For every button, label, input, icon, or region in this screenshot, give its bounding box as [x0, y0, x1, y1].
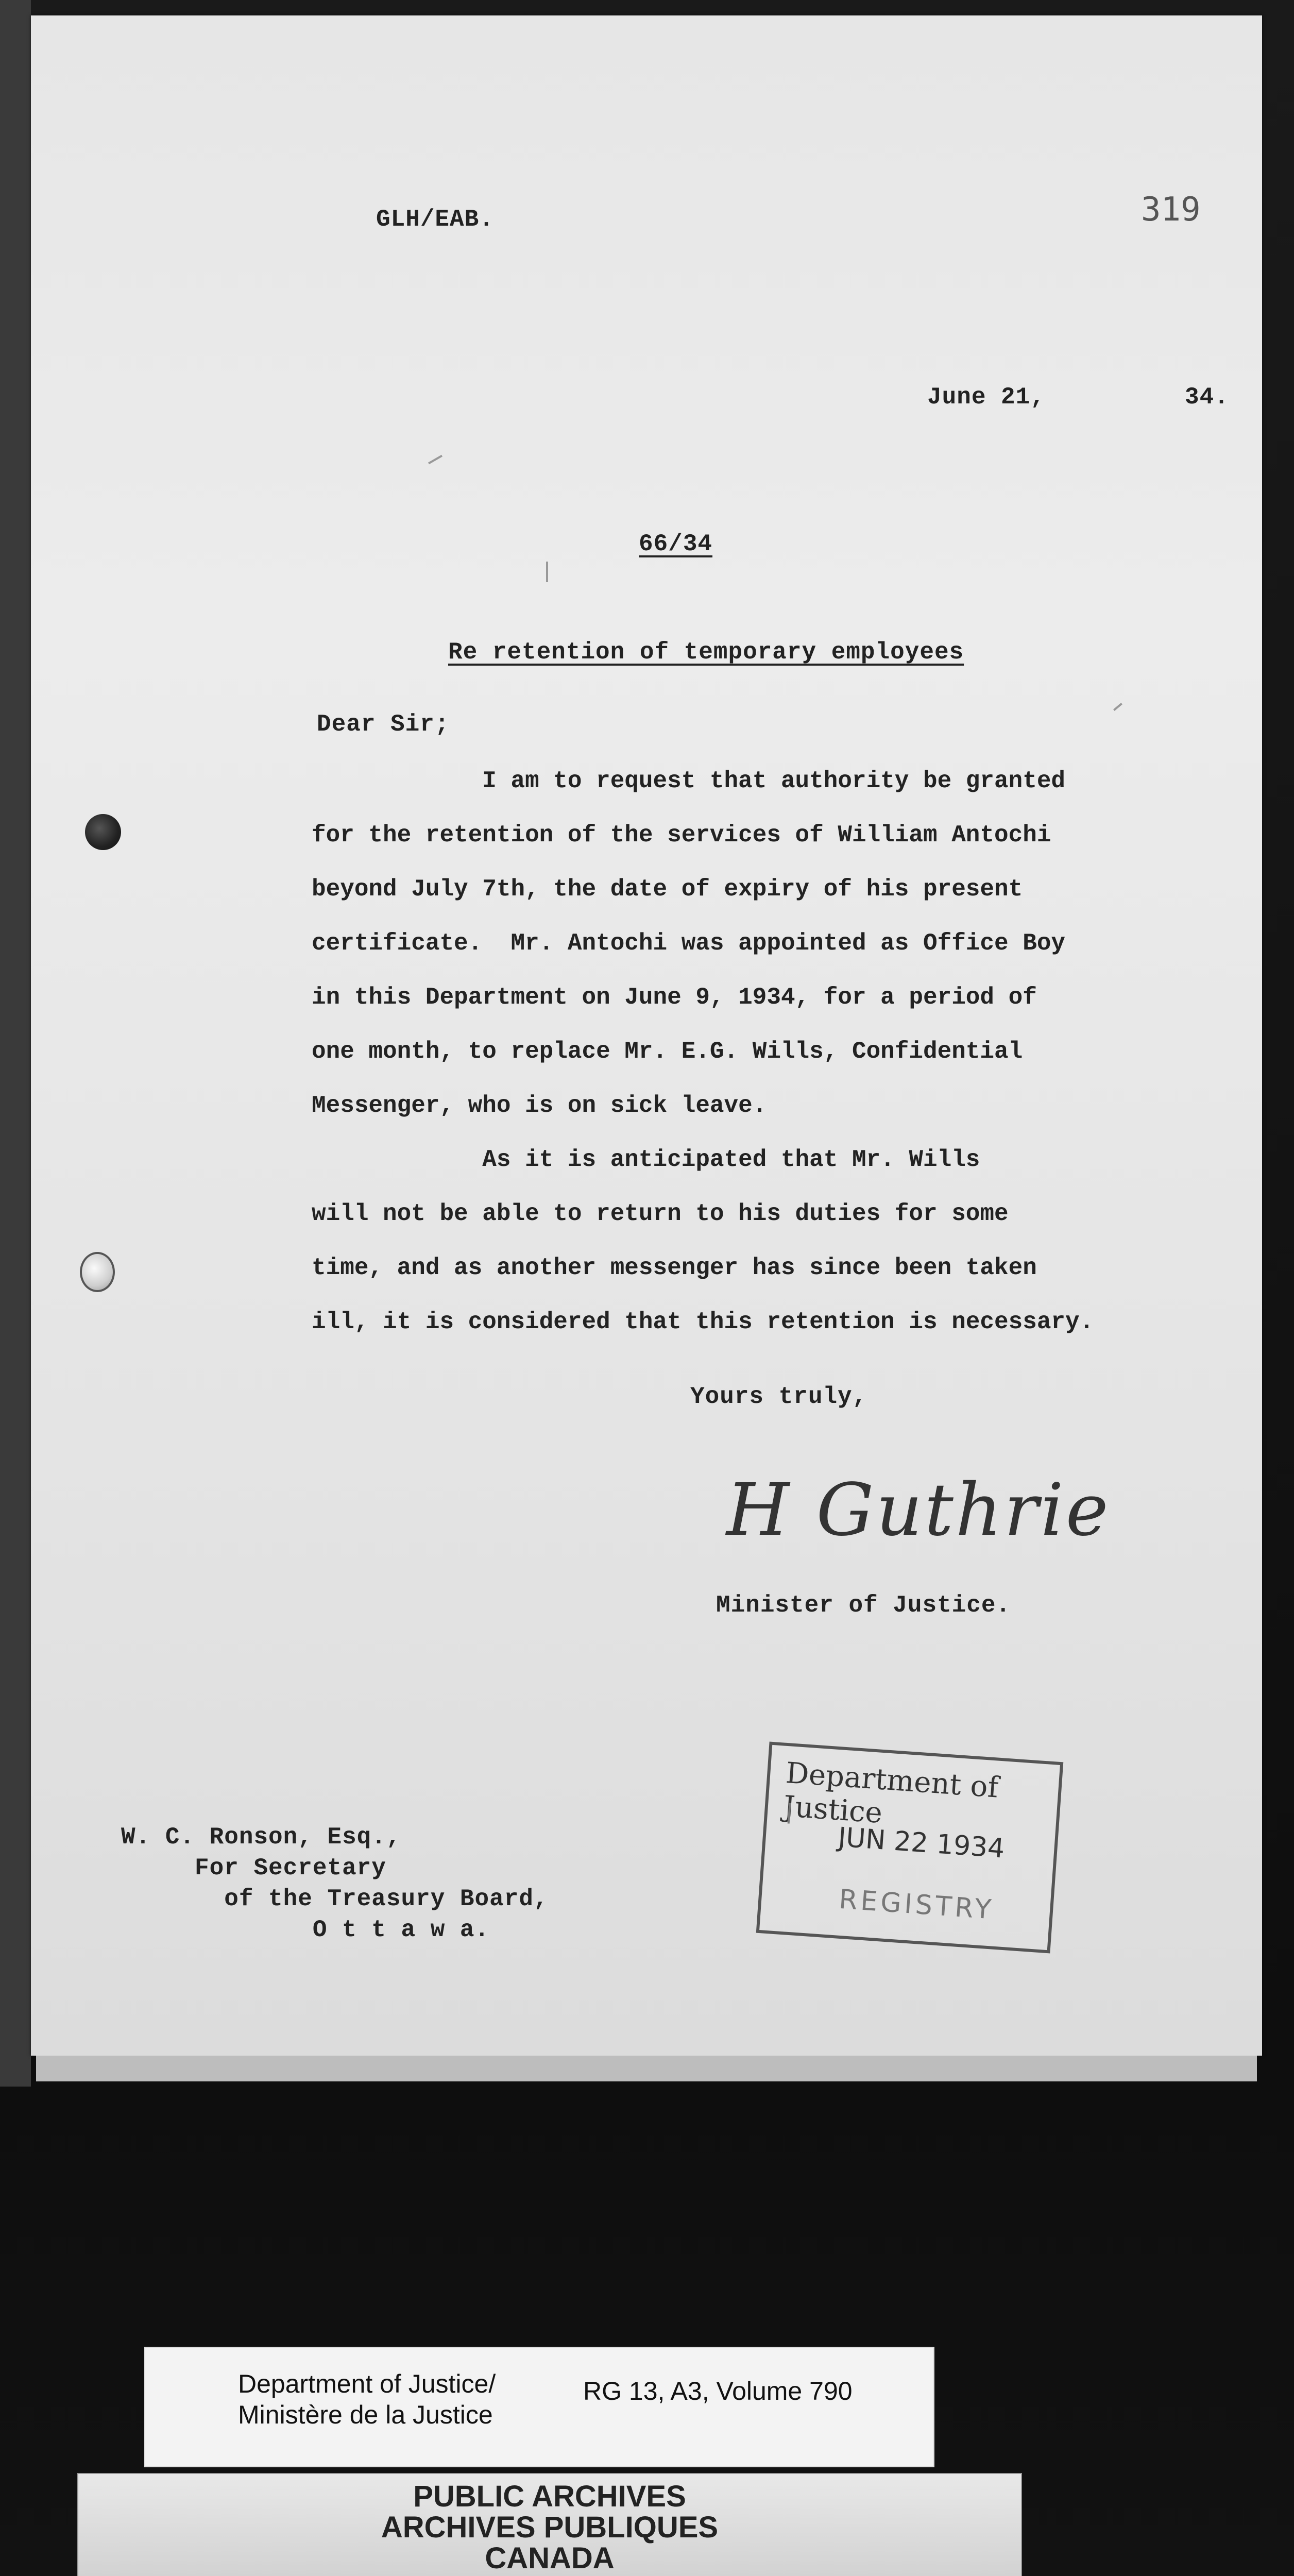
stamp-mark — [788, 1803, 812, 1825]
addressee-line: of the Treasury Board, — [121, 1886, 549, 1912]
paper-speck — [1113, 703, 1122, 711]
punch-hole-top — [85, 814, 121, 850]
paper-speck — [428, 455, 442, 464]
subject-line: Re retention of temporary employees — [448, 639, 964, 666]
body-line: time, and as another messenger has since been taken — [312, 1255, 1037, 1281]
archive-department-en: Department of Justice/ — [238, 2369, 496, 2398]
salutation: Dear Sir; — [317, 711, 450, 738]
reference-code: GLH/EAB. — [376, 206, 494, 233]
stamp-department: Department of Justice — [782, 1756, 1000, 1831]
archive-department — [238, 2368, 496, 2430]
signer-title: Minister of Justice. — [716, 1592, 1011, 1619]
closing: Yours truly, — [690, 1383, 867, 1410]
body-line: for the retention of the services of William Antochi — [312, 822, 1051, 849]
body-line: certificate. Mr. Antochi was appointed as Office Boy — [312, 930, 1066, 957]
page-number: 319 — [1141, 191, 1201, 229]
addressee-line: O t t a w a. — [121, 1917, 490, 1943]
body-line: one month, to replace Mr. E.G. Wills, Confidential — [312, 1038, 1023, 1065]
body-line: beyond July 7th, the date of expiry of his present — [312, 876, 1023, 903]
body-line: Messenger, who is on sick leave. — [312, 1092, 767, 1119]
banner-line: ARCHIVES PUBLIQUES — [381, 2511, 719, 2544]
file-number: 66/34 — [639, 531, 713, 557]
handwritten-signature: H Guthrie — [726, 1468, 1111, 1552]
film-left-strip — [0, 0, 31, 2087]
stamp-date: JUN 22 1934 — [837, 1822, 1006, 1865]
body-line: I am to request that authority be granted — [312, 768, 1066, 794]
banner-line: PUBLIC ARCHIVES — [413, 2480, 686, 2513]
paper-bottom-edge — [36, 2056, 1257, 2081]
punch-hole-bottom — [80, 1252, 115, 1292]
public-archives-banner — [77, 2473, 1022, 2576]
received-stamp — [756, 1742, 1064, 1954]
banner-line: CANADA — [485, 2541, 615, 2575]
letter-page — [31, 15, 1262, 2056]
stamp-registry: REGISTRY — [838, 1884, 995, 1926]
banner-text — [78, 2481, 1021, 2574]
archive-department-fr: Ministère de la Justice — [238, 2400, 493, 2429]
archive-reference: RG 13, A3, Volume 790 — [583, 2377, 853, 2405]
date-month-day: June 21, — [927, 384, 1045, 411]
paper-speck — [546, 562, 548, 582]
archive-reference-label — [144, 2347, 934, 2467]
body-line: ill, it is considered that this retention is necessary. — [312, 1309, 1094, 1335]
date-year: 34. — [1185, 384, 1229, 411]
addressee-line: For Secretary — [121, 1855, 386, 1882]
body-line: in this Department on June 9, 1934, for a period of — [312, 984, 1037, 1011]
body-line: will not be able to return to his duties for some — [312, 1200, 1009, 1227]
addressee-line: W. C. Ronson, Esq., — [121, 1824, 401, 1851]
body-line: As it is anticipated that Mr. Wills — [312, 1146, 980, 1173]
